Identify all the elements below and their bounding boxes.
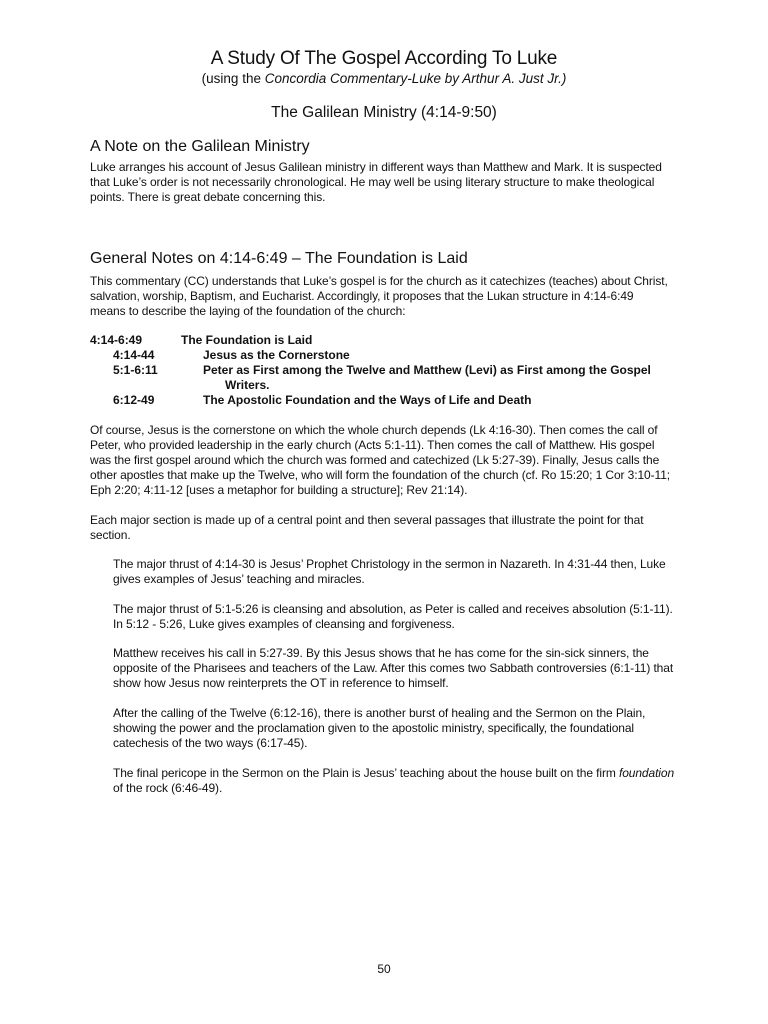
outline-row bbox=[90, 393, 680, 408]
twelve-calling-paragraph: After the calling of the Twelve (6:12-16), there is another burst of healing and the Sermon on the Plain, showing the power and the proclamation given to the apostolic ministry, specifically, the foundational catechesis of the two ways (6:17-45). bbox=[113, 706, 646, 750]
document-title: A Study Of The Gospel According To Luke bbox=[210, 48, 558, 69]
subtitle-source: Concordia Commentary-Luke by Arthur A. Just Jr.) bbox=[264, 71, 567, 86]
outline-row bbox=[90, 333, 680, 348]
cornerstone-paragraph: Of course, Jesus is the cornerstone on which the whole church depends (Lk 4:16-30). Then comes the call of Peter, who provided leadership in the early church (Acts 5:1-11). Then comes the call of Matthew. His gospel was the first gospel around which the church was formed and catechized (Lk 5:27-39). Finally, Jesus calls the other apostles that make up the Twelve, who will form the foundation of the church (cf. Ro 15:20; 1 Cor 3:10-11; Eph 2:20; 4:11-12 [uses a metaphor for building a structure]; Rev 21:14). bbox=[90, 423, 671, 497]
outline-ref: 4:14-6:49 bbox=[90, 333, 143, 347]
note-heading: A Note on the Galilean Ministry bbox=[90, 138, 310, 155]
outline-label-continuation: Writers. bbox=[225, 378, 270, 392]
general-notes-heading: General Notes on 4:14-6:49 – The Foundation is Laid bbox=[90, 250, 468, 267]
outline-label: The Foundation is Laid bbox=[181, 333, 313, 347]
outline-ref: 6:12-49 bbox=[113, 393, 155, 407]
subtitle-prefix: (using the bbox=[201, 71, 265, 86]
note-paragraph: Luke arranges his account of Jesus Galilean ministry in different ways than Matthew and Mark. It is suspected that Luke’s order is not necessarily chronological. He may well be using literary structure to make theological points. There is great debate concerning this. bbox=[90, 160, 662, 204]
sections-paragraph: Each major section is made up of a central point and then several passages that illustrate the point for that section. bbox=[90, 513, 644, 542]
outline-row bbox=[90, 363, 680, 393]
thrust-prophet-paragraph: The major thrust of 4:14-30 is Jesus’ Prophet Christology in the sermon in Nazareth. In 4:31-44 then, Luke gives examples of Jesus’ teaching and miracles. bbox=[113, 557, 666, 586]
matthew-call-paragraph: Matthew receives his call in 5:27-39. By this Jesus shows that he has come for the sin-sick sinners, the opposite of the Pharisees and teachers of the Law. After this comes two Sabbath controversies (6:1-11) that show how Jesus now reinterprets the OT in reference to himself. bbox=[113, 646, 674, 690]
section-title: The Galilean Ministry (4:14-9:50) bbox=[271, 104, 497, 121]
page-number: 50 bbox=[377, 962, 391, 976]
outline-ref: 5:1-6:11 bbox=[113, 363, 158, 377]
foundation-emphasis: foundation bbox=[618, 766, 675, 780]
outline-label: Peter as First among the Twelve and Matthew (Levi) as First among the Gospel bbox=[203, 363, 651, 377]
outline-label: The Apostolic Foundation and the Ways of Life and Death bbox=[203, 393, 532, 407]
structure-outline bbox=[90, 333, 680, 408]
outline-label: Jesus as the Cornerstone bbox=[203, 348, 350, 362]
final-pericope-paragraph bbox=[113, 766, 675, 796]
outline-row bbox=[90, 348, 680, 363]
general-notes-paragraph: This commentary (CC) understands that Luke’s gospel is for the church as it catechizes (teaches) about Christ, salvation, worship, Baptism, and Eucharist. Accordingly, it proposes that the Lukan structure in 4:14-6:49 means to describe the laying of the foundation of the church: bbox=[90, 274, 668, 318]
outline-label-multiline bbox=[203, 363, 680, 393]
document-subtitle bbox=[0, 71, 768, 86]
final-text-start: The final pericope in the Sermon on the Plain is Jesus’ teaching about the house built on the firm bbox=[113, 766, 619, 780]
outline-ref: 4:14-44 bbox=[113, 348, 155, 362]
thrust-cleansing-paragraph: The major thrust of 5:1-5:26 is cleansing and absolution, as Peter is called and receives absolution (5:1-11). In 5:12 - 5:26, Luke gives examples of cleansing and forgiveness. bbox=[113, 602, 673, 631]
final-text-end: of the rock (6:46-49). bbox=[113, 781, 223, 795]
